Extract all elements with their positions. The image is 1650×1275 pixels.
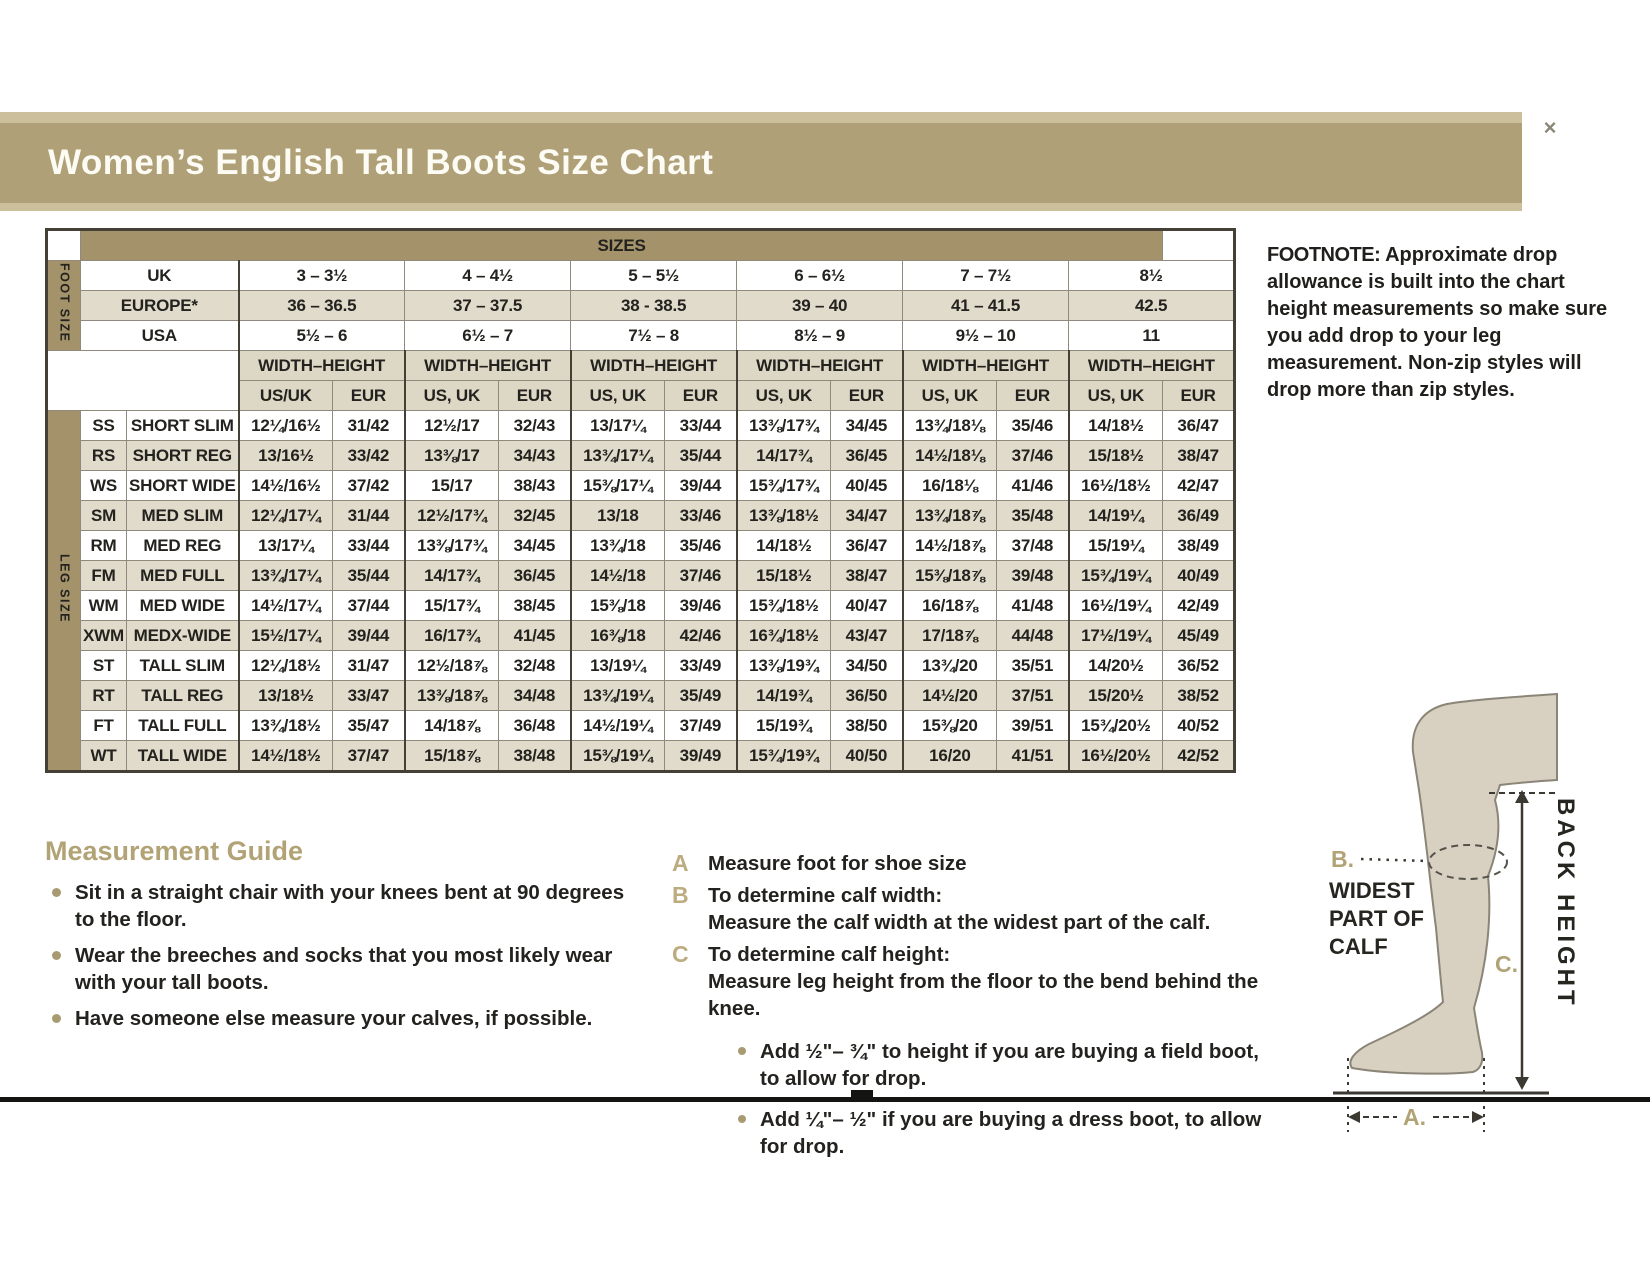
eur-header: EUR — [333, 381, 405, 411]
leg-row-wt — [47, 741, 1235, 772]
cell: 15¾/19¾ — [737, 741, 831, 772]
label-c: C. — [1495, 951, 1518, 977]
cell: 37/51 — [997, 681, 1069, 711]
leg-name: SHORT SLIM — [127, 411, 239, 441]
cell: 42.5 — [1069, 291, 1235, 321]
cell: 40/50 — [831, 741, 903, 772]
cell: 13/19¼ — [571, 651, 665, 681]
cell: 8½ — [1069, 261, 1235, 291]
cell: 15⅜/20 — [903, 711, 997, 741]
cell: 15½/17¼ — [239, 621, 333, 651]
cell: 7½ – 8 — [571, 321, 737, 351]
cell: 12¼/16½ — [239, 411, 333, 441]
cell: 38/50 — [831, 711, 903, 741]
leg-row-rt — [47, 681, 1235, 711]
title-bar-top-edge — [0, 112, 1522, 123]
cell: 15¾/18½ — [737, 591, 831, 621]
cell: 14½/18⅛ — [903, 441, 997, 471]
boot-diagram — [1273, 670, 1623, 1140]
measurement-guide — [45, 836, 645, 1041]
step-A — [672, 850, 1282, 877]
cell: 31/47 — [333, 651, 405, 681]
leg-row-ss — [47, 411, 1235, 441]
bottom-rule — [0, 1097, 1650, 1102]
cell: 38/49 — [1163, 531, 1235, 561]
step-B — [672, 882, 1282, 936]
cell: 13⅜/19¾ — [737, 651, 831, 681]
cell: 16½/20½ — [1069, 741, 1163, 772]
leg-name: TALL REG — [127, 681, 239, 711]
cell: 13/17¼ — [571, 411, 665, 441]
cell: 40/49 — [1163, 561, 1235, 591]
cell: 32/43 — [499, 411, 571, 441]
cell: 14½/20 — [903, 681, 997, 711]
eur-header: EUR — [665, 381, 737, 411]
cell: 32/48 — [499, 651, 571, 681]
leg-row-rm — [47, 531, 1235, 561]
cell: 40/52 — [1163, 711, 1235, 741]
cell: 35/49 — [665, 681, 737, 711]
cell: 45/49 — [1163, 621, 1235, 651]
leg-row-wm — [47, 591, 1235, 621]
width-height-header: WIDTH–HEIGHT — [903, 351, 1069, 381]
leg-name: MED REG — [127, 531, 239, 561]
leg-row-fm — [47, 561, 1235, 591]
cell: 41/45 — [499, 621, 571, 651]
cell: 35/44 — [665, 441, 737, 471]
leg-name: SHORT REG — [127, 441, 239, 471]
step-bullet: Add ½"– ¾" to height if you are buying a field boot, to allow for drop. — [732, 1038, 1282, 1092]
cell: 36/47 — [831, 531, 903, 561]
us-uk-header: US, UK — [571, 381, 665, 411]
cell: 41/51 — [997, 741, 1069, 772]
cell: 37/48 — [997, 531, 1069, 561]
cell: 13¾/20 — [903, 651, 997, 681]
foot-row-label: USA — [81, 321, 239, 351]
us-uk-header: US, UK — [903, 381, 997, 411]
cell: 35/47 — [333, 711, 405, 741]
width-height-header: WIDTH–HEIGHT — [405, 351, 571, 381]
cell: 15/19¾ — [737, 711, 831, 741]
widest-part-label-1: WIDEST — [1329, 878, 1415, 903]
measurement-guide-title: Measurement Guide — [45, 836, 304, 866]
us-uk-header: US/UK — [239, 381, 333, 411]
cell: 6½ – 7 — [405, 321, 571, 351]
foot-length-arrow-left — [1348, 1111, 1360, 1123]
cell: 37/47 — [333, 741, 405, 772]
step-heading: Measure foot for shoe size — [708, 852, 967, 875]
leg-size-vertical-label: LEG SIZE — [47, 411, 81, 772]
cell: 16/18⅛ — [903, 471, 997, 501]
cell: 12½/17 — [405, 411, 499, 441]
foot-row-label: UK — [81, 261, 239, 291]
cell: 37 – 37.5 — [405, 291, 571, 321]
cell: 42/46 — [665, 621, 737, 651]
cell: 15¾/17¾ — [737, 471, 831, 501]
cell: 15¾/19¼ — [1069, 561, 1163, 591]
cell: 13/18 — [571, 501, 665, 531]
cell: 15/19¼ — [1069, 531, 1163, 561]
cell: 15/18½ — [737, 561, 831, 591]
cell: 13⅜/17¾ — [405, 531, 499, 561]
cell: 41/46 — [997, 471, 1069, 501]
guide-bullet: Sit in a straight chair with your knees bent at 90 degrees to the floor. — [45, 879, 645, 933]
cell: 37/44 — [333, 591, 405, 621]
cell: 36/49 — [1163, 501, 1235, 531]
cell: 38/48 — [499, 741, 571, 772]
width-height-row — [47, 351, 1235, 381]
leg-code: FM — [81, 561, 127, 591]
size-chart-table — [45, 228, 1236, 773]
leg-code: FT — [81, 711, 127, 741]
label-a: A. — [1403, 1104, 1426, 1130]
back-height-label: BACK HEIGHT — [1552, 798, 1579, 1009]
eur-header: EUR — [1163, 381, 1235, 411]
width-height-header: WIDTH–HEIGHT — [239, 351, 405, 381]
us-uk-header: US, UK — [405, 381, 499, 411]
cell: 38/47 — [1163, 441, 1235, 471]
sizes-header-row — [47, 230, 1235, 261]
cell: 36/47 — [1163, 411, 1235, 441]
widest-part-label-2: PART OF — [1329, 906, 1424, 931]
cell: 6 – 6½ — [737, 261, 903, 291]
cell: 16¾/18½ — [737, 621, 831, 651]
cell: 34/45 — [499, 531, 571, 561]
cell: 38/47 — [831, 561, 903, 591]
width-height-header: WIDTH–HEIGHT — [1069, 351, 1235, 381]
cell: 8½ – 9 — [737, 321, 903, 351]
foot-row — [47, 291, 1235, 321]
guide-bullets — [45, 879, 645, 1032]
cell: 39/48 — [997, 561, 1069, 591]
cell: 4 – 4½ — [405, 261, 571, 291]
cell: 13⅜/18½ — [737, 501, 831, 531]
leg-code: RT — [81, 681, 127, 711]
cell: 15/18⅞ — [405, 741, 499, 772]
cell: 13⅜/17¾ — [737, 411, 831, 441]
cell: 14½/18 — [571, 561, 665, 591]
leg-code: WT — [81, 741, 127, 772]
cell: 36/48 — [499, 711, 571, 741]
steps — [672, 850, 1282, 1179]
foot-row — [47, 261, 1235, 291]
leg-name: MED WIDE — [127, 591, 239, 621]
cell: 13¾/17¼ — [571, 441, 665, 471]
cell: 15⅜/17¼ — [571, 471, 665, 501]
cell: 39/44 — [665, 471, 737, 501]
cell: 36 – 36.5 — [239, 291, 405, 321]
cell: 14/19¼ — [1069, 501, 1163, 531]
cell: 40/45 — [831, 471, 903, 501]
cell: 42/52 — [1163, 741, 1235, 772]
width-height-header: WIDTH–HEIGHT — [737, 351, 903, 381]
cell: 44/48 — [997, 621, 1069, 651]
cell: 42/47 — [1163, 471, 1235, 501]
cell: 15/20½ — [1069, 681, 1163, 711]
cell: 38/52 — [1163, 681, 1235, 711]
cell: 14/19¾ — [737, 681, 831, 711]
step-text: Measure leg height from the floor to the bend behind the knee. — [708, 970, 1259, 1020]
cell: 15/18½ — [1069, 441, 1163, 471]
cell: 16½/19¼ — [1069, 591, 1163, 621]
bottom-rule-tick — [851, 1090, 873, 1097]
leg-row-sm — [47, 501, 1235, 531]
cell: 16/17¾ — [405, 621, 499, 651]
cell: 15⅜/18 — [571, 591, 665, 621]
cell: 13¾/18½ — [239, 711, 333, 741]
cell: 14/17¾ — [737, 441, 831, 471]
page-title: Women’s English Tall Boots Size Chart — [48, 143, 714, 182]
back-height-arrow-top — [1515, 790, 1529, 803]
cell: 31/44 — [333, 501, 405, 531]
cell: 34/47 — [831, 501, 903, 531]
sizes-header: SIZES — [81, 230, 1163, 261]
footnote-label: FOOTNOTE: — [1267, 244, 1381, 266]
cell: 36/52 — [1163, 651, 1235, 681]
cell: 12¼/17¼ — [239, 501, 333, 531]
cell: 33/44 — [665, 411, 737, 441]
cell: 14/17¾ — [405, 561, 499, 591]
cell: 38/43 — [499, 471, 571, 501]
cell: 39/44 — [333, 621, 405, 651]
cell: 16½/18½ — [1069, 471, 1163, 501]
cell: 12½/17¾ — [405, 501, 499, 531]
cell: 33/47 — [333, 681, 405, 711]
leg-name: MED SLIM — [127, 501, 239, 531]
size-chart-body — [47, 230, 1235, 772]
cell: 35/48 — [997, 501, 1069, 531]
cell: 14/20½ — [1069, 651, 1163, 681]
leg-name: TALL WIDE — [127, 741, 239, 772]
cell: 13¾/18⅞ — [903, 501, 997, 531]
cell: 34/43 — [499, 441, 571, 471]
leg-row-rs — [47, 441, 1235, 471]
cell: 13/17¼ — [239, 531, 333, 561]
cell: 12¼/18½ — [239, 651, 333, 681]
leg-code: ST — [81, 651, 127, 681]
cell: 36/45 — [831, 441, 903, 471]
cell: 31/42 — [333, 411, 405, 441]
footnote-text: Approximate drop allowance is built into the chart height measurements so make sure you add drop to your leg measurement. Non-zip styles will drop more than zip styles. — [1267, 244, 1608, 401]
cell: 13¾/17¼ — [239, 561, 333, 591]
leg-code: SM — [81, 501, 127, 531]
leg-name: MED FULL — [127, 561, 239, 591]
cell: 36/45 — [499, 561, 571, 591]
cell: 17/18⅞ — [903, 621, 997, 651]
cell: 33/49 — [665, 651, 737, 681]
label-b: B. — [1331, 846, 1354, 872]
step-text: Measure the calf width at the widest part of the calf. — [708, 911, 1211, 934]
cell: 35/44 — [333, 561, 405, 591]
cell: 33/46 — [665, 501, 737, 531]
foot-row-label: EUROPE* — [81, 291, 239, 321]
cell: 13/18½ — [239, 681, 333, 711]
cell: 33/42 — [333, 441, 405, 471]
cell: 13¾/18⅛ — [903, 411, 997, 441]
widest-part-label-3: CALF — [1329, 934, 1388, 959]
foot-row — [47, 321, 1235, 351]
cell: 37/49 — [665, 711, 737, 741]
corner-spacer — [47, 230, 81, 261]
title-bar — [0, 123, 1522, 203]
leg-name: MEDX-WIDE — [127, 621, 239, 651]
us-uk-header: US, UK — [737, 381, 831, 411]
step-C — [672, 941, 1282, 1174]
cell: 40/47 — [831, 591, 903, 621]
cell: 12½/18⅞ — [405, 651, 499, 681]
cell: 34/45 — [831, 411, 903, 441]
cell: 38 - 38.5 — [571, 291, 737, 321]
cell: 11 — [1069, 321, 1235, 351]
cell: 15⅜/19¼ — [571, 741, 665, 772]
cell: 35/46 — [665, 531, 737, 561]
eur-header: EUR — [499, 381, 571, 411]
step-heading: To determine calf height: — [708, 943, 951, 966]
back-height-arrow-bottom — [1515, 1077, 1529, 1090]
b-leader-line — [1361, 859, 1429, 861]
us-uk-header: US, UK — [1069, 381, 1163, 411]
cell: 14½/19¼ — [571, 711, 665, 741]
foot-length-arrow-right — [1472, 1111, 1484, 1123]
cell: 13⅜/17 — [405, 441, 499, 471]
cell: 15¾/20½ — [1069, 711, 1163, 741]
leg-row-xwm — [47, 621, 1235, 651]
step-letter: B — [672, 882, 689, 908]
step-letter: A — [672, 850, 689, 876]
cell: 38/45 — [499, 591, 571, 621]
cell: 13¾/18 — [571, 531, 665, 561]
cell: 33/44 — [333, 531, 405, 561]
cell: 13/16½ — [239, 441, 333, 471]
cell: 5 – 5½ — [571, 261, 737, 291]
cell: 35/51 — [997, 651, 1069, 681]
leg-name: SHORT WIDE — [127, 471, 239, 501]
footnote — [1267, 242, 1619, 404]
leg-code: RM — [81, 531, 127, 561]
cell: 14/18½ — [737, 531, 831, 561]
cell: 32/45 — [499, 501, 571, 531]
blank-spacer — [47, 351, 239, 411]
cell: 15/17¾ — [405, 591, 499, 621]
leg-code: RS — [81, 441, 127, 471]
cell: 15/17 — [405, 471, 499, 501]
cell: 42/49 — [1163, 591, 1235, 621]
cell: 36/50 — [831, 681, 903, 711]
cell: 39/51 — [997, 711, 1069, 741]
leg-code: SS — [81, 411, 127, 441]
leg-name: TALL FULL — [127, 711, 239, 741]
cell: 39/49 — [665, 741, 737, 772]
foot-size-vertical-label: FOOT SIZE — [47, 261, 81, 351]
width-height-header: WIDTH–HEIGHT — [571, 351, 737, 381]
cell: 41/48 — [997, 591, 1069, 621]
leg-code: WS — [81, 471, 127, 501]
cell: 5½ – 6 — [239, 321, 405, 351]
cell: 14/18½ — [1069, 411, 1163, 441]
close-icon[interactable]: × — [1543, 115, 1557, 140]
cell: 35/46 — [997, 411, 1069, 441]
cell: 43/47 — [831, 621, 903, 651]
cell: 34/48 — [499, 681, 571, 711]
leg-name: TALL SLIM — [127, 651, 239, 681]
cell: 13⅜/18⅞ — [405, 681, 499, 711]
cell: 3 – 3½ — [239, 261, 405, 291]
cell: 14½/17¼ — [239, 591, 333, 621]
step-letter: C — [672, 941, 689, 967]
cell: 14½/18½ — [239, 741, 333, 772]
cell: 14/18⅞ — [405, 711, 499, 741]
guide-bullet: Have someone else measure your calves, if possible. — [45, 1005, 645, 1032]
cell: 9½ – 10 — [903, 321, 1069, 351]
cell: 41 – 41.5 — [903, 291, 1069, 321]
guide-bullet: Wear the breeches and socks that you most likely wear with your tall boots. — [45, 942, 645, 996]
leg-row-ft — [47, 711, 1235, 741]
title-bar-bottom-edge — [0, 203, 1522, 211]
cell: 7 – 7½ — [903, 261, 1069, 291]
leg-row-st — [47, 651, 1235, 681]
cell: 16/20 — [903, 741, 997, 772]
cell: 37/42 — [333, 471, 405, 501]
cell: 37/46 — [665, 561, 737, 591]
cell: 37/46 — [997, 441, 1069, 471]
cell: 15⅜/18⅞ — [903, 561, 997, 591]
leg-code: WM — [81, 591, 127, 621]
cell: 34/50 — [831, 651, 903, 681]
cell: 13¾/19¼ — [571, 681, 665, 711]
step-bullet: Add ¼"– ½" if you are buying a dress boot, to allow for drop. — [732, 1106, 1282, 1160]
cell: 17½/19¼ — [1069, 621, 1163, 651]
cell: 14½/18⅞ — [903, 531, 997, 561]
cell: 39 – 40 — [737, 291, 903, 321]
cell: 39/46 — [665, 591, 737, 621]
cell: 16/18⅞ — [903, 591, 997, 621]
eur-header: EUR — [997, 381, 1069, 411]
eur-header: EUR — [831, 381, 903, 411]
leg-row-ws — [47, 471, 1235, 501]
leg-code: XWM — [81, 621, 127, 651]
cell: 14½/16½ — [239, 471, 333, 501]
step-heading: To determine calf width: — [708, 884, 943, 907]
cell: 16⅜/18 — [571, 621, 665, 651]
